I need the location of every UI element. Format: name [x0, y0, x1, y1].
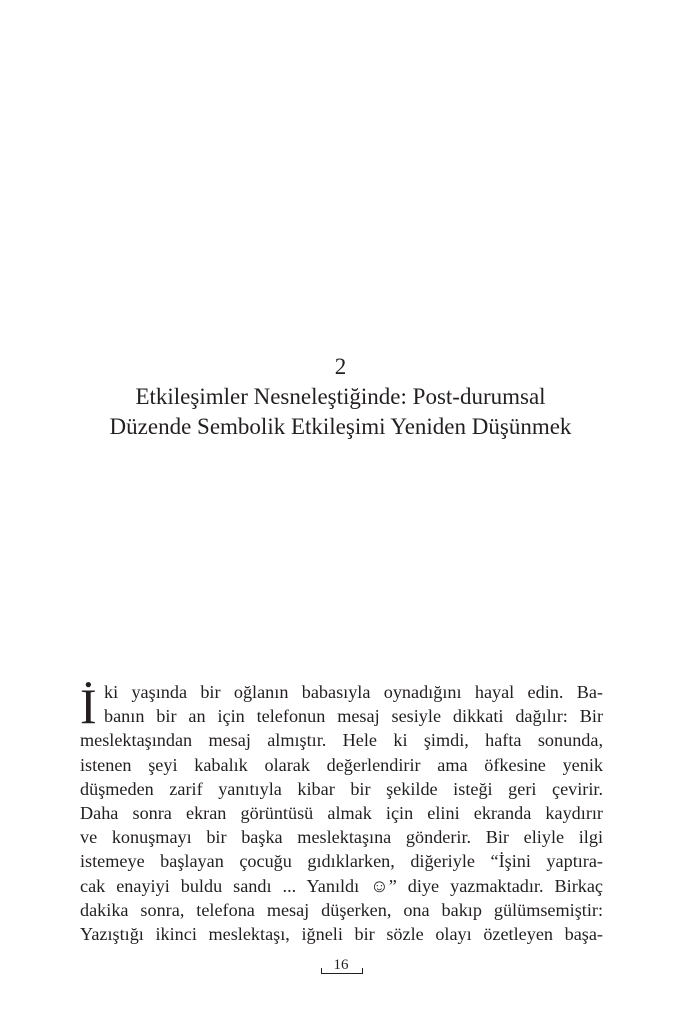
paragraph-line: Daha sonra ekran görüntüsü almak için elini ekranda kaydırır: [80, 802, 603, 823]
paragraph-line: banın bir an için telefonun mesaj sesiyle dikkati dağılır: Bir: [104, 706, 603, 727]
paragraph-line: ve konuşmayı bir başka meslektaşına gönderir. Bir eliyle ilgi: [80, 827, 603, 848]
paragraph-line: cak enayiyi buldu sandı ... Yanıldı ☺” diye yazmaktadır. Birkaç: [80, 875, 603, 896]
paragraph-line: Yazıştığı ikinci meslektaşı, iğneli bir sözle olayı özetleyen başa-: [80, 923, 603, 944]
paragraph-line: ki yaşında bir oğlanın babasıyla oynadığını hayal edin. Ba-: [104, 682, 603, 702]
page-number-bracket: [321, 968, 363, 974]
paragraph-line: istenen şeyi kabalık olarak değerlendirir ama öfkesine yenik: [80, 754, 603, 775]
chapter-number: 2: [334, 354, 347, 379]
drop-cap: İ: [80, 678, 97, 734]
page-footer: [320, 954, 362, 976]
chapter-title-line-1: Etkileşimler Nesneleştiğinde: Post-durumsal: [135, 384, 546, 409]
paragraph-line: istemeye başlayan çocuğu gıdıklarken, diğeriyle “İşini yaptıra-: [80, 851, 603, 872]
paragraph-line: dakika sonra, telefona mesaj düşerken, ona bakıp gülümsemiştir:: [80, 899, 603, 920]
paragraph-line: düşmeden zarif yanıtıyla kibar bir şekilde isteği geri çevirir.: [80, 778, 603, 799]
chapter-title-line-2: Düzende Sembolik Etkileşimi Yeniden Düşünmek: [109, 414, 572, 439]
chapter-heading: [60, 352, 621, 442]
body-paragraph: [80, 680, 603, 946]
paragraph-line: meslektaşından mesaj almıştır. Hele ki şimdi, hafta sonunda,: [80, 730, 603, 751]
page-number: 16: [333, 957, 349, 973]
